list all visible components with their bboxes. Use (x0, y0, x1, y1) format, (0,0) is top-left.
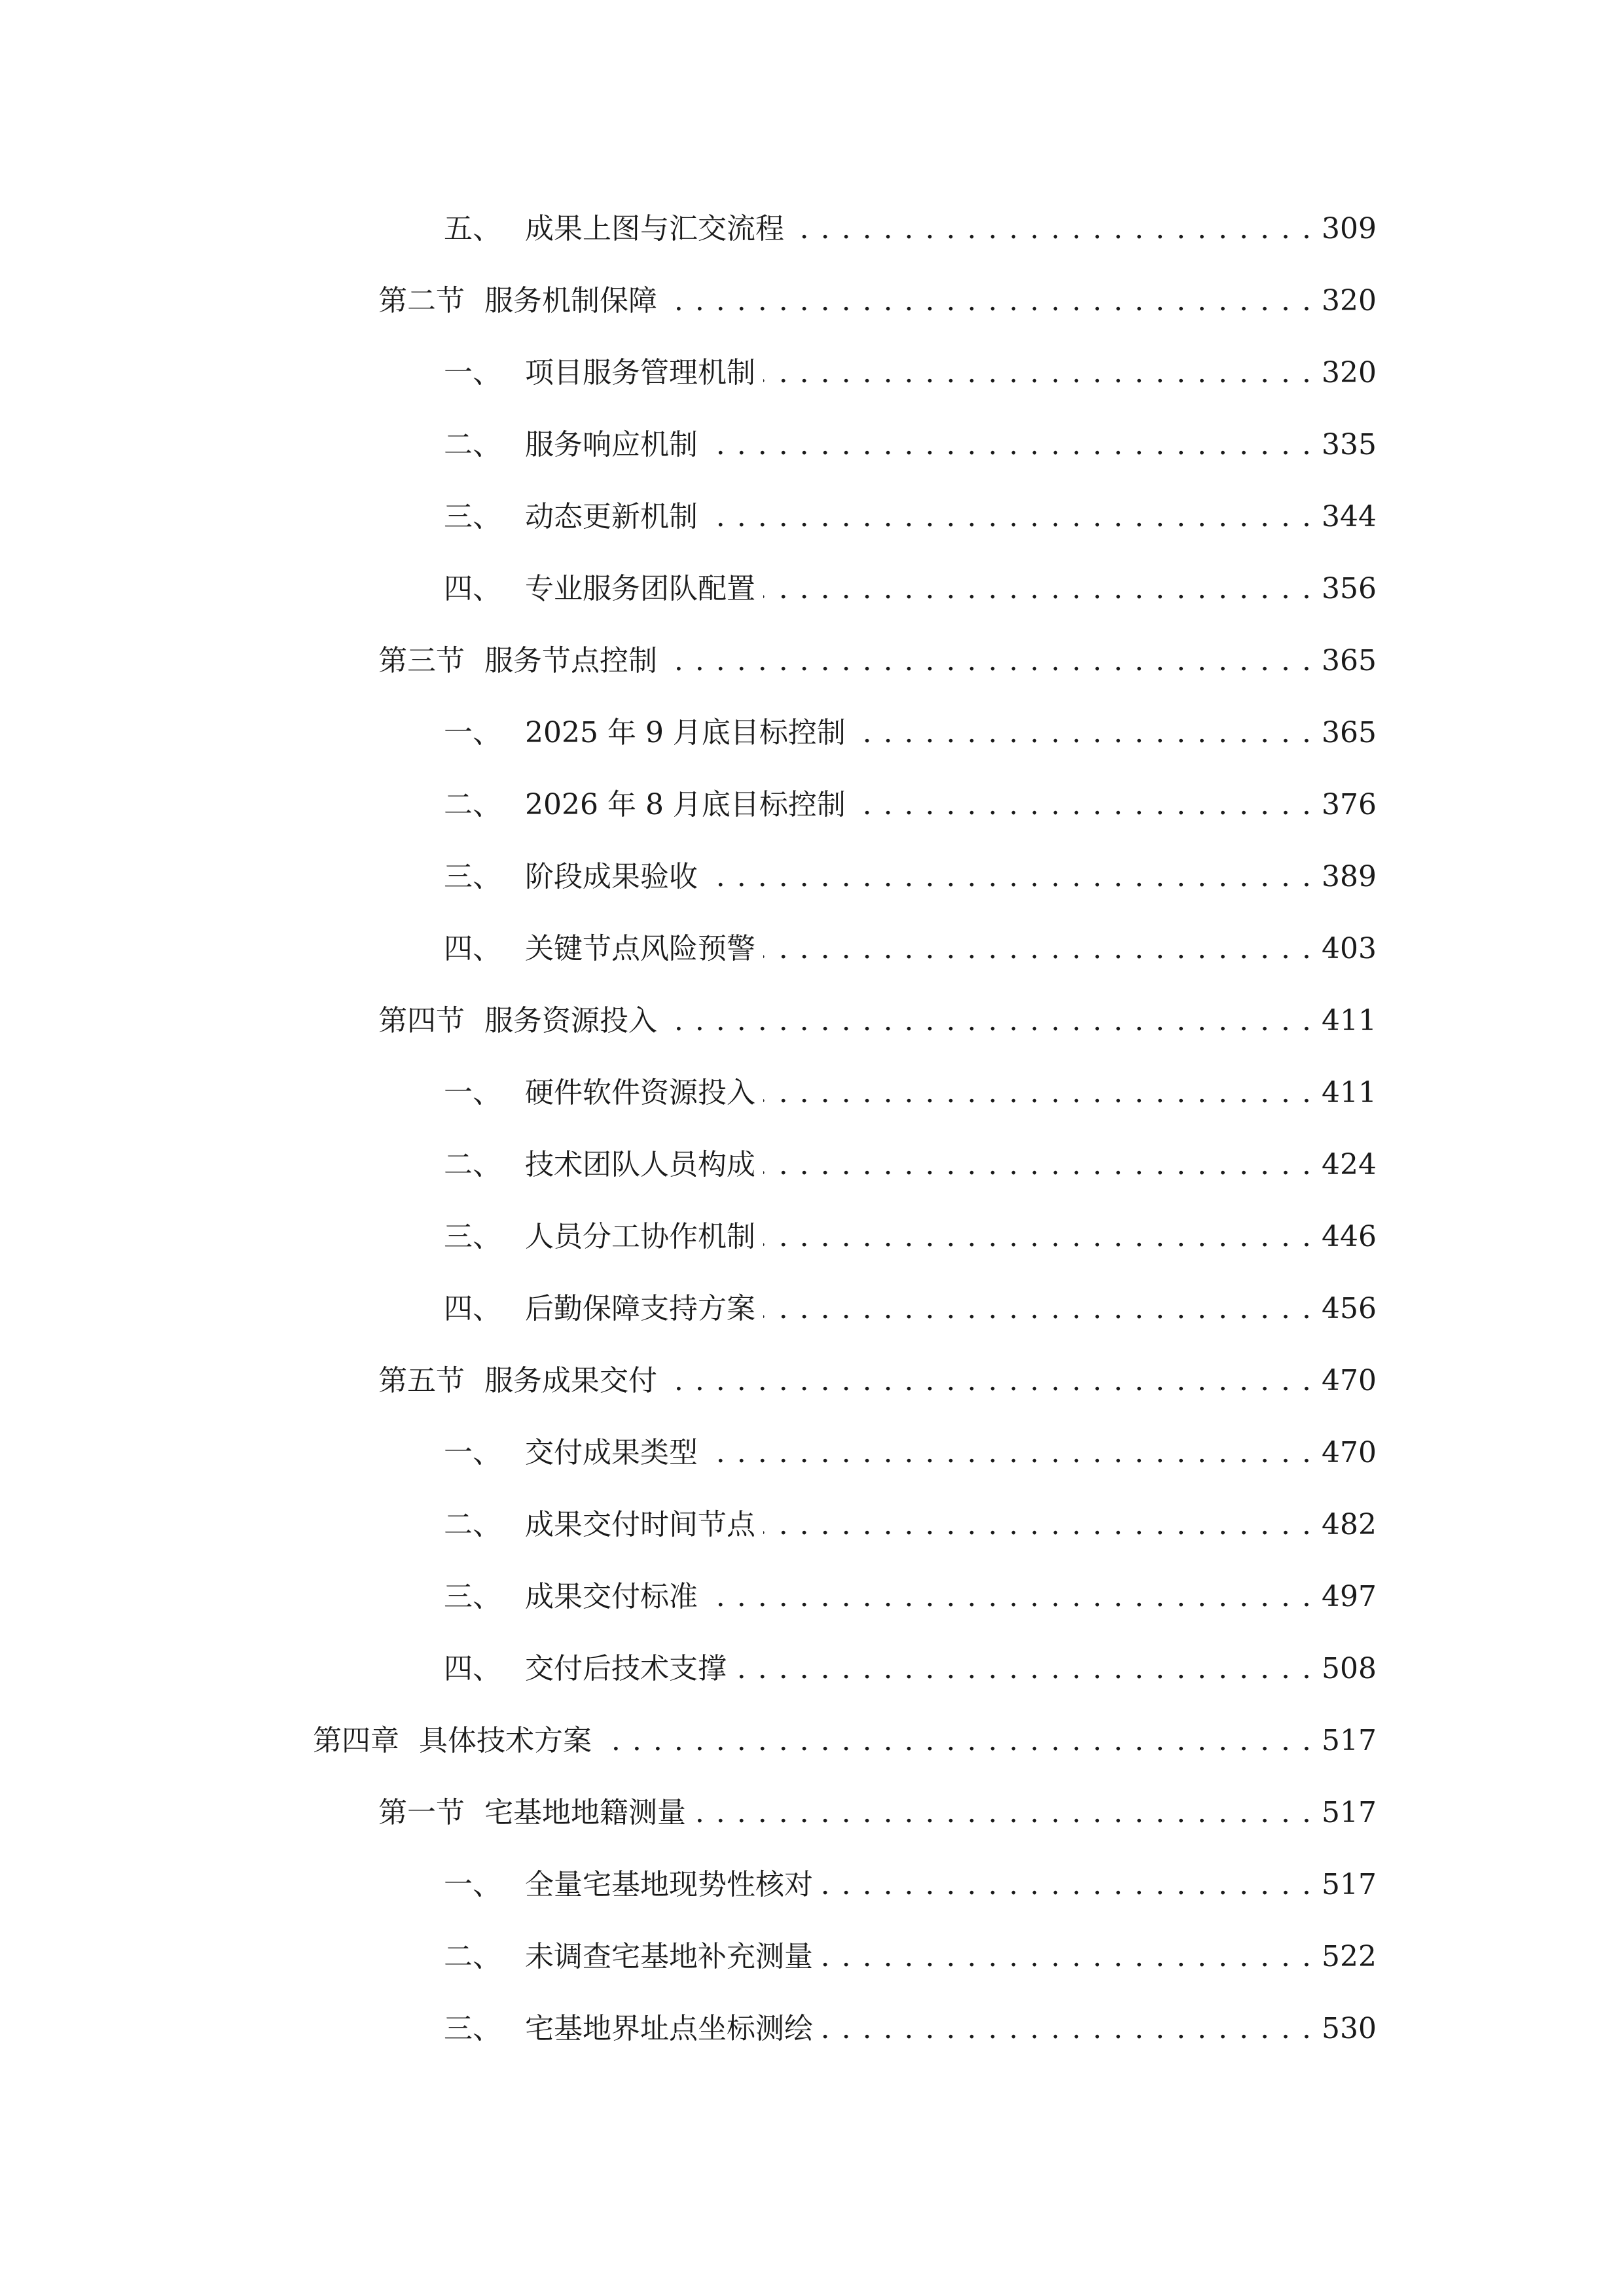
toc-dot-leader (763, 566, 1312, 612)
toc-entry-title: 服务响应机制 (525, 428, 698, 461)
toc-entry-title: 宅基地界址点坐标测绘 (525, 2012, 813, 2045)
toc-entry[interactable] (444, 206, 1377, 252)
toc-entry-title: 成果交付时间节点 (525, 1508, 755, 1541)
toc-entry-page: 497 (1322, 1580, 1377, 1613)
toc-entry-title: 阶段成果验收 (525, 860, 698, 893)
toc-entry-number: 一、 (444, 1436, 501, 1469)
toc-entry-title: 技术团队人员构成 (525, 1148, 755, 1181)
toc-entry-title: 服务机制保障 (484, 284, 657, 317)
toc-entry-page: 530 (1322, 2012, 1377, 2045)
toc-dot-leader (706, 494, 1312, 540)
toc-dot-leader (854, 782, 1312, 828)
toc-dot-leader (821, 1934, 1312, 1980)
toc-entry[interactable] (444, 1214, 1377, 1260)
toc-dot-leader (600, 1718, 1312, 1764)
toc-dot-leader (763, 350, 1312, 396)
toc-entry-page: 344 (1322, 500, 1377, 533)
toc-entry[interactable] (444, 1286, 1377, 1332)
toc-entry-number: 二、 (444, 788, 501, 821)
toc-dot-leader (706, 854, 1312, 900)
toc-entry-page: 320 (1322, 356, 1377, 389)
toc-dot-leader (763, 1070, 1312, 1116)
toc-entry[interactable] (444, 1862, 1377, 1908)
toc-dot-leader (763, 1142, 1312, 1188)
toc-entry[interactable] (444, 1070, 1377, 1116)
toc-entry[interactable] (444, 422, 1377, 468)
toc-entry-page: 456 (1322, 1292, 1377, 1325)
toc-entry-title: 成果交付标准 (525, 1580, 698, 1613)
toc-entry-title: 服务节点控制 (484, 644, 657, 677)
toc-entry-page: 470 (1322, 1364, 1377, 1397)
toc-entry-title: 交付成果类型 (525, 1436, 698, 1469)
toc-entry-number: 第二节 (378, 284, 465, 317)
toc-entry-number: 三、 (444, 1580, 501, 1613)
toc-dot-leader (763, 1214, 1312, 1260)
toc-entry[interactable] (378, 1358, 1377, 1404)
toc-dot-leader (665, 638, 1312, 684)
toc-entry[interactable] (444, 926, 1377, 972)
toc-entry[interactable] (444, 854, 1377, 900)
toc-entry[interactable] (444, 1574, 1377, 1620)
toc-entry-title: 后勤保障支持方案 (525, 1292, 755, 1325)
toc-entry-title: 动态更新机制 (525, 500, 698, 533)
toc-entry-page: 356 (1322, 572, 1377, 605)
toc-dot-leader (854, 710, 1312, 756)
toc-entry-page: 446 (1322, 1220, 1377, 1253)
toc-entry-number: 五、 (444, 212, 501, 245)
toc-entry[interactable] (378, 278, 1377, 324)
toc-entry-page: 424 (1322, 1148, 1377, 1181)
toc-entry-number: 二、 (444, 1508, 501, 1541)
toc-entry-number: 第三节 (378, 644, 465, 677)
toc-entry-page: 309 (1322, 212, 1377, 245)
toc-entry-number: 第四节 (378, 1004, 465, 1037)
toc-entry-title: 硬件软件资源投入 (525, 1076, 755, 1109)
toc-entry-page: 517 (1322, 1868, 1377, 1901)
toc-entry-page: 389 (1322, 860, 1377, 893)
toc-dot-leader (821, 2006, 1312, 2052)
toc-dot-leader (706, 1574, 1312, 1620)
toc-entry[interactable] (378, 638, 1377, 684)
toc-dot-leader (694, 1790, 1312, 1836)
toc-entry-page: 482 (1322, 1508, 1377, 1541)
toc-entry[interactable] (444, 566, 1377, 612)
toc-entry-title: 宅基地地籍测量 (484, 1796, 686, 1829)
toc-entry[interactable] (444, 1934, 1377, 1980)
toc-entry-number: 四、 (444, 932, 501, 965)
toc-entry-number: 三、 (444, 2012, 501, 2045)
toc-entry-number: 三、 (444, 500, 501, 533)
toc-entry[interactable] (313, 1718, 1377, 1764)
toc-entry[interactable] (444, 782, 1377, 828)
toc-entry-number: 四、 (444, 1652, 501, 1685)
toc-entry[interactable] (444, 1430, 1377, 1476)
toc-entry-number: 一、 (444, 356, 501, 389)
toc-entry[interactable] (444, 1502, 1377, 1548)
toc-dot-leader (763, 926, 1312, 972)
toc-entry-number: 二、 (444, 1940, 501, 1973)
toc-entry-number: 第四章 (313, 1724, 399, 1757)
toc-dot-leader (706, 422, 1312, 468)
toc-entry-number: 四、 (444, 572, 501, 605)
toc-entry-page: 376 (1322, 788, 1377, 821)
toc-entry-title: 交付后技术支撑 (525, 1652, 727, 1685)
toc-entry-number: 二、 (444, 428, 501, 461)
toc-entry-page: 335 (1322, 428, 1377, 461)
toc-entry-page: 508 (1322, 1652, 1377, 1685)
toc-entry[interactable] (444, 1646, 1377, 1692)
toc-entry-page: 365 (1322, 716, 1377, 749)
toc-entry[interactable] (378, 1790, 1377, 1836)
toc-entry-page: 365 (1322, 644, 1377, 677)
toc-entry[interactable] (378, 998, 1377, 1044)
toc-entry-number: 第一节 (378, 1796, 465, 1829)
toc-entry-title: 服务资源投入 (484, 1004, 657, 1037)
toc-entry[interactable] (444, 710, 1377, 756)
toc-entry-page: 403 (1322, 932, 1377, 965)
toc-entry[interactable] (444, 494, 1377, 540)
toc-entry[interactable] (444, 2006, 1377, 2052)
toc-entry-number: 一、 (444, 716, 501, 749)
toc-entry-page: 411 (1322, 1004, 1377, 1037)
toc-entry-title: 项目服务管理机制 (525, 356, 755, 389)
toc-dot-leader (763, 1286, 1312, 1332)
toc-entry-page: 517 (1322, 1796, 1377, 1829)
toc-entry-number: 三、 (444, 860, 501, 893)
toc-entry-title: 全量宅基地现势性核对 (525, 1868, 813, 1901)
toc-entry-page: 320 (1322, 284, 1377, 317)
toc-entry-page: 522 (1322, 1940, 1377, 1973)
toc-entry-number: 四、 (444, 1292, 501, 1325)
toc-entry[interactable] (444, 350, 1377, 396)
toc-entry-number: 一、 (444, 1076, 501, 1109)
toc-entry-title: 服务成果交付 (484, 1364, 657, 1397)
toc-entry-title: 未调查宅基地补充测量 (525, 1940, 813, 1973)
toc-dot-leader (665, 998, 1312, 1044)
toc-entry-page: 411 (1322, 1076, 1377, 1109)
toc-entry-title: 2025 年 9 月底目标控制 (525, 716, 846, 749)
toc-entry-title: 关键节点风险预警 (525, 932, 755, 965)
toc-entry-number: 一、 (444, 1868, 501, 1901)
toc-entry-title: 具体技术方案 (419, 1724, 592, 1757)
toc-dot-leader (706, 1430, 1312, 1476)
toc-dot-leader (665, 1358, 1312, 1404)
toc-entry-title: 专业服务团队配置 (525, 572, 755, 605)
toc-entry-page: 517 (1322, 1724, 1377, 1757)
toc-entry-number: 二、 (444, 1148, 501, 1181)
toc-entry-title: 人员分工协作机制 (525, 1220, 755, 1253)
toc-dot-leader (763, 1502, 1312, 1548)
toc-dot-leader (665, 278, 1312, 324)
toc-entry-page: 470 (1322, 1436, 1377, 1469)
toc-dot-leader (821, 1862, 1312, 1908)
toc-entry[interactable] (444, 1142, 1377, 1188)
toc-entry-number: 第五节 (378, 1364, 465, 1397)
toc-entry-title: 2026 年 8 月底目标控制 (525, 788, 846, 821)
toc-entry-number: 三、 (444, 1220, 501, 1253)
toc-entry-title: 成果上图与汇交流程 (525, 212, 784, 245)
toc-dot-leader (792, 206, 1312, 252)
toc-dot-leader (734, 1646, 1312, 1692)
